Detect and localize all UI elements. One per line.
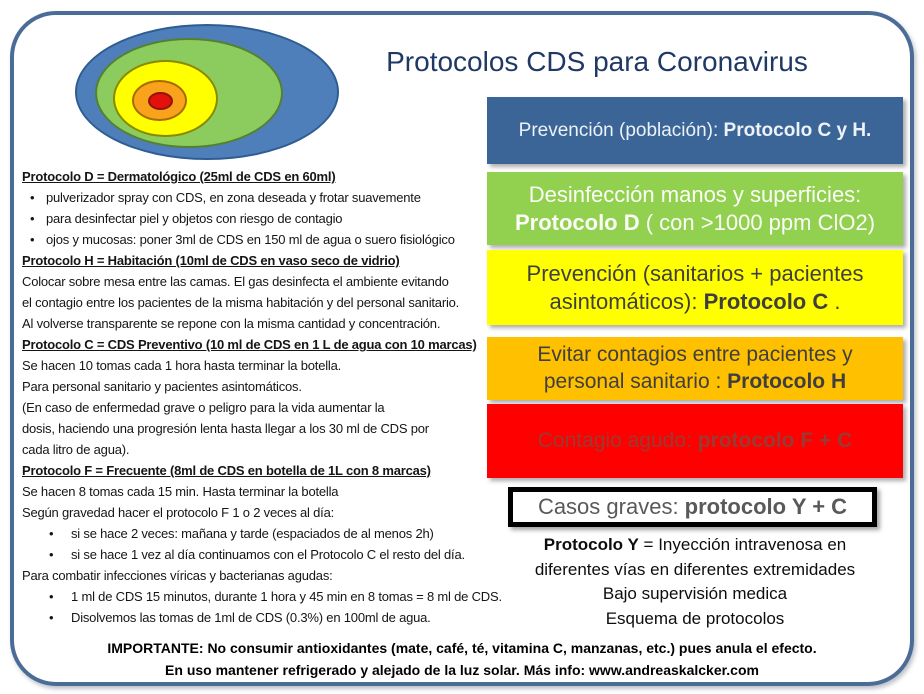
text-line: Se hacen 8 tomas cada 15 min. Hasta terminar la botella xyxy=(22,484,339,499)
footer-line-1: IMPORTANTE: No consumir antioxidantes (mate, café, té, vitamina C, manzanas, etc.) pues anula el efecto. xyxy=(107,640,817,656)
protocol-y-line2: diferentes vías en diferentes extremidades xyxy=(534,559,856,579)
box-contagio-agudo xyxy=(487,404,903,478)
protocol-y-line1 xyxy=(487,533,903,558)
box-text: . xyxy=(828,288,841,314)
bullet-item: • ojos y mucosas: poner 3ml de CDS en 150 ml de agua o suero fisiológico xyxy=(22,229,500,250)
text-line: Colocar sobre mesa entre las camas. El gas desinfecta el ambiente evitando xyxy=(22,274,449,289)
bullet-item: • Disolvemos las tomas de 1ml de CDS (0.3%) en 100ml de agua. xyxy=(22,607,500,628)
bullet-item: • si se hace 2 veces: mañana y tarde (espaciados de al menos 2h) xyxy=(22,523,500,544)
footer-line-2: En uso mantener refrigerado y alejado de la luz solar. Más info: www.andreaskalcker.com xyxy=(165,662,759,678)
box-prevencion-poblacion xyxy=(487,97,903,164)
protocol-c-title: Protocolo C = CDS Preventivo (10 ml de CDS en 1 L de agua con 10 marcas) xyxy=(22,337,477,352)
box-text: Prevención (sanitarios + pacientes asintomáticos): xyxy=(526,261,864,314)
box-text-bold: protocolo F + C xyxy=(697,428,853,452)
text-line: Según gravedad hacer el protocolo F 1 o 2 veces al día: xyxy=(22,505,335,520)
box-text: Evitar contagios entre pacientes y personal sanitario : xyxy=(537,343,853,393)
text-line: Se hacen 10 tomas cada 1 hora hasta terminar la botella. xyxy=(22,358,342,373)
box-text-bold: Protocolo C xyxy=(703,288,829,314)
box-evitar-contagios xyxy=(487,337,903,400)
box-desinfeccion-manos xyxy=(487,172,903,245)
footer-warning xyxy=(30,637,894,681)
box-prevencion-sanitarios xyxy=(487,250,903,325)
box-text-bold: Protocolo H xyxy=(727,369,847,393)
ring-red-center-icon xyxy=(148,92,173,110)
protocol-f-title: Protocolo F = Frecuente (8ml de CDS en botella de 1L con 8 marcas) xyxy=(22,463,431,478)
text-line: el contagio entre los pacientes de la misma habitación y del personal sanitario. xyxy=(22,295,460,310)
text-line: Para combatir infecciones víricas y bacterianas agudas: xyxy=(22,568,333,583)
protocol-y-note xyxy=(487,533,903,631)
box-casos-graves xyxy=(508,487,877,527)
text-line: dosis, haciendo una progresión lenta hasta llegar a los 30 ml de CDS por xyxy=(22,421,429,436)
bullet-item: • 1 ml de CDS 15 minutos, durante 1 hora y 45 min en 8 tomas = 8 ml de CDS. xyxy=(22,586,500,607)
protocols-text-column xyxy=(22,166,500,628)
protocol-y-line4: Esquema de protocolos xyxy=(605,608,785,628)
text-line: Para personal sanitario y pacientes asintomáticos. xyxy=(22,379,302,394)
text-line: Al volverse transparente se repone con la misma cantidad y concentración. xyxy=(22,316,441,331)
protocol-h-title: Protocolo H = Habitación (10ml de CDS en vaso seco de vidrio) xyxy=(22,253,400,268)
box-text-bold: Protocolo D xyxy=(514,209,640,235)
text-line: cada litro de agua). xyxy=(22,442,130,457)
page-title: Protocolos CDS para Coronavirus xyxy=(386,46,808,77)
box-text: ( con >1000 ppm ClO2) xyxy=(639,209,876,235)
box-text: Contagio agudo: xyxy=(537,428,698,452)
box-text: Desinfección manos y superficies: xyxy=(528,182,862,207)
box-text-bold: protocolo Y + C xyxy=(684,494,848,520)
protocol-y-line3: Bajo supervisión medica xyxy=(602,584,788,603)
bullet-item: • pulverizador spray con CDS, en zona deseada y frotar suavemente xyxy=(22,187,500,208)
bullet-item: • si se hace 1 vez al día continuamos con el Protocolo C el resto del día. xyxy=(22,544,500,565)
protocol-y-bold: Protocolo Y xyxy=(543,535,639,554)
box-text-bold: Protocolo C y H. xyxy=(723,119,872,141)
box-text: Prevención (población): xyxy=(518,119,724,141)
box-text: Casos graves: xyxy=(537,494,685,520)
protocol-d-title: Protocolo D = Dermatológico (25ml de CDS en 60ml) xyxy=(22,169,336,184)
bullet-item: • para desinfectar piel y objetos con riesgo de contagio xyxy=(22,208,500,229)
text-line: (En caso de enfermedad grave o peligro para la vida aumentar la xyxy=(22,400,385,415)
protocol-y-rest: = Inyección intravenosa en xyxy=(638,535,847,554)
